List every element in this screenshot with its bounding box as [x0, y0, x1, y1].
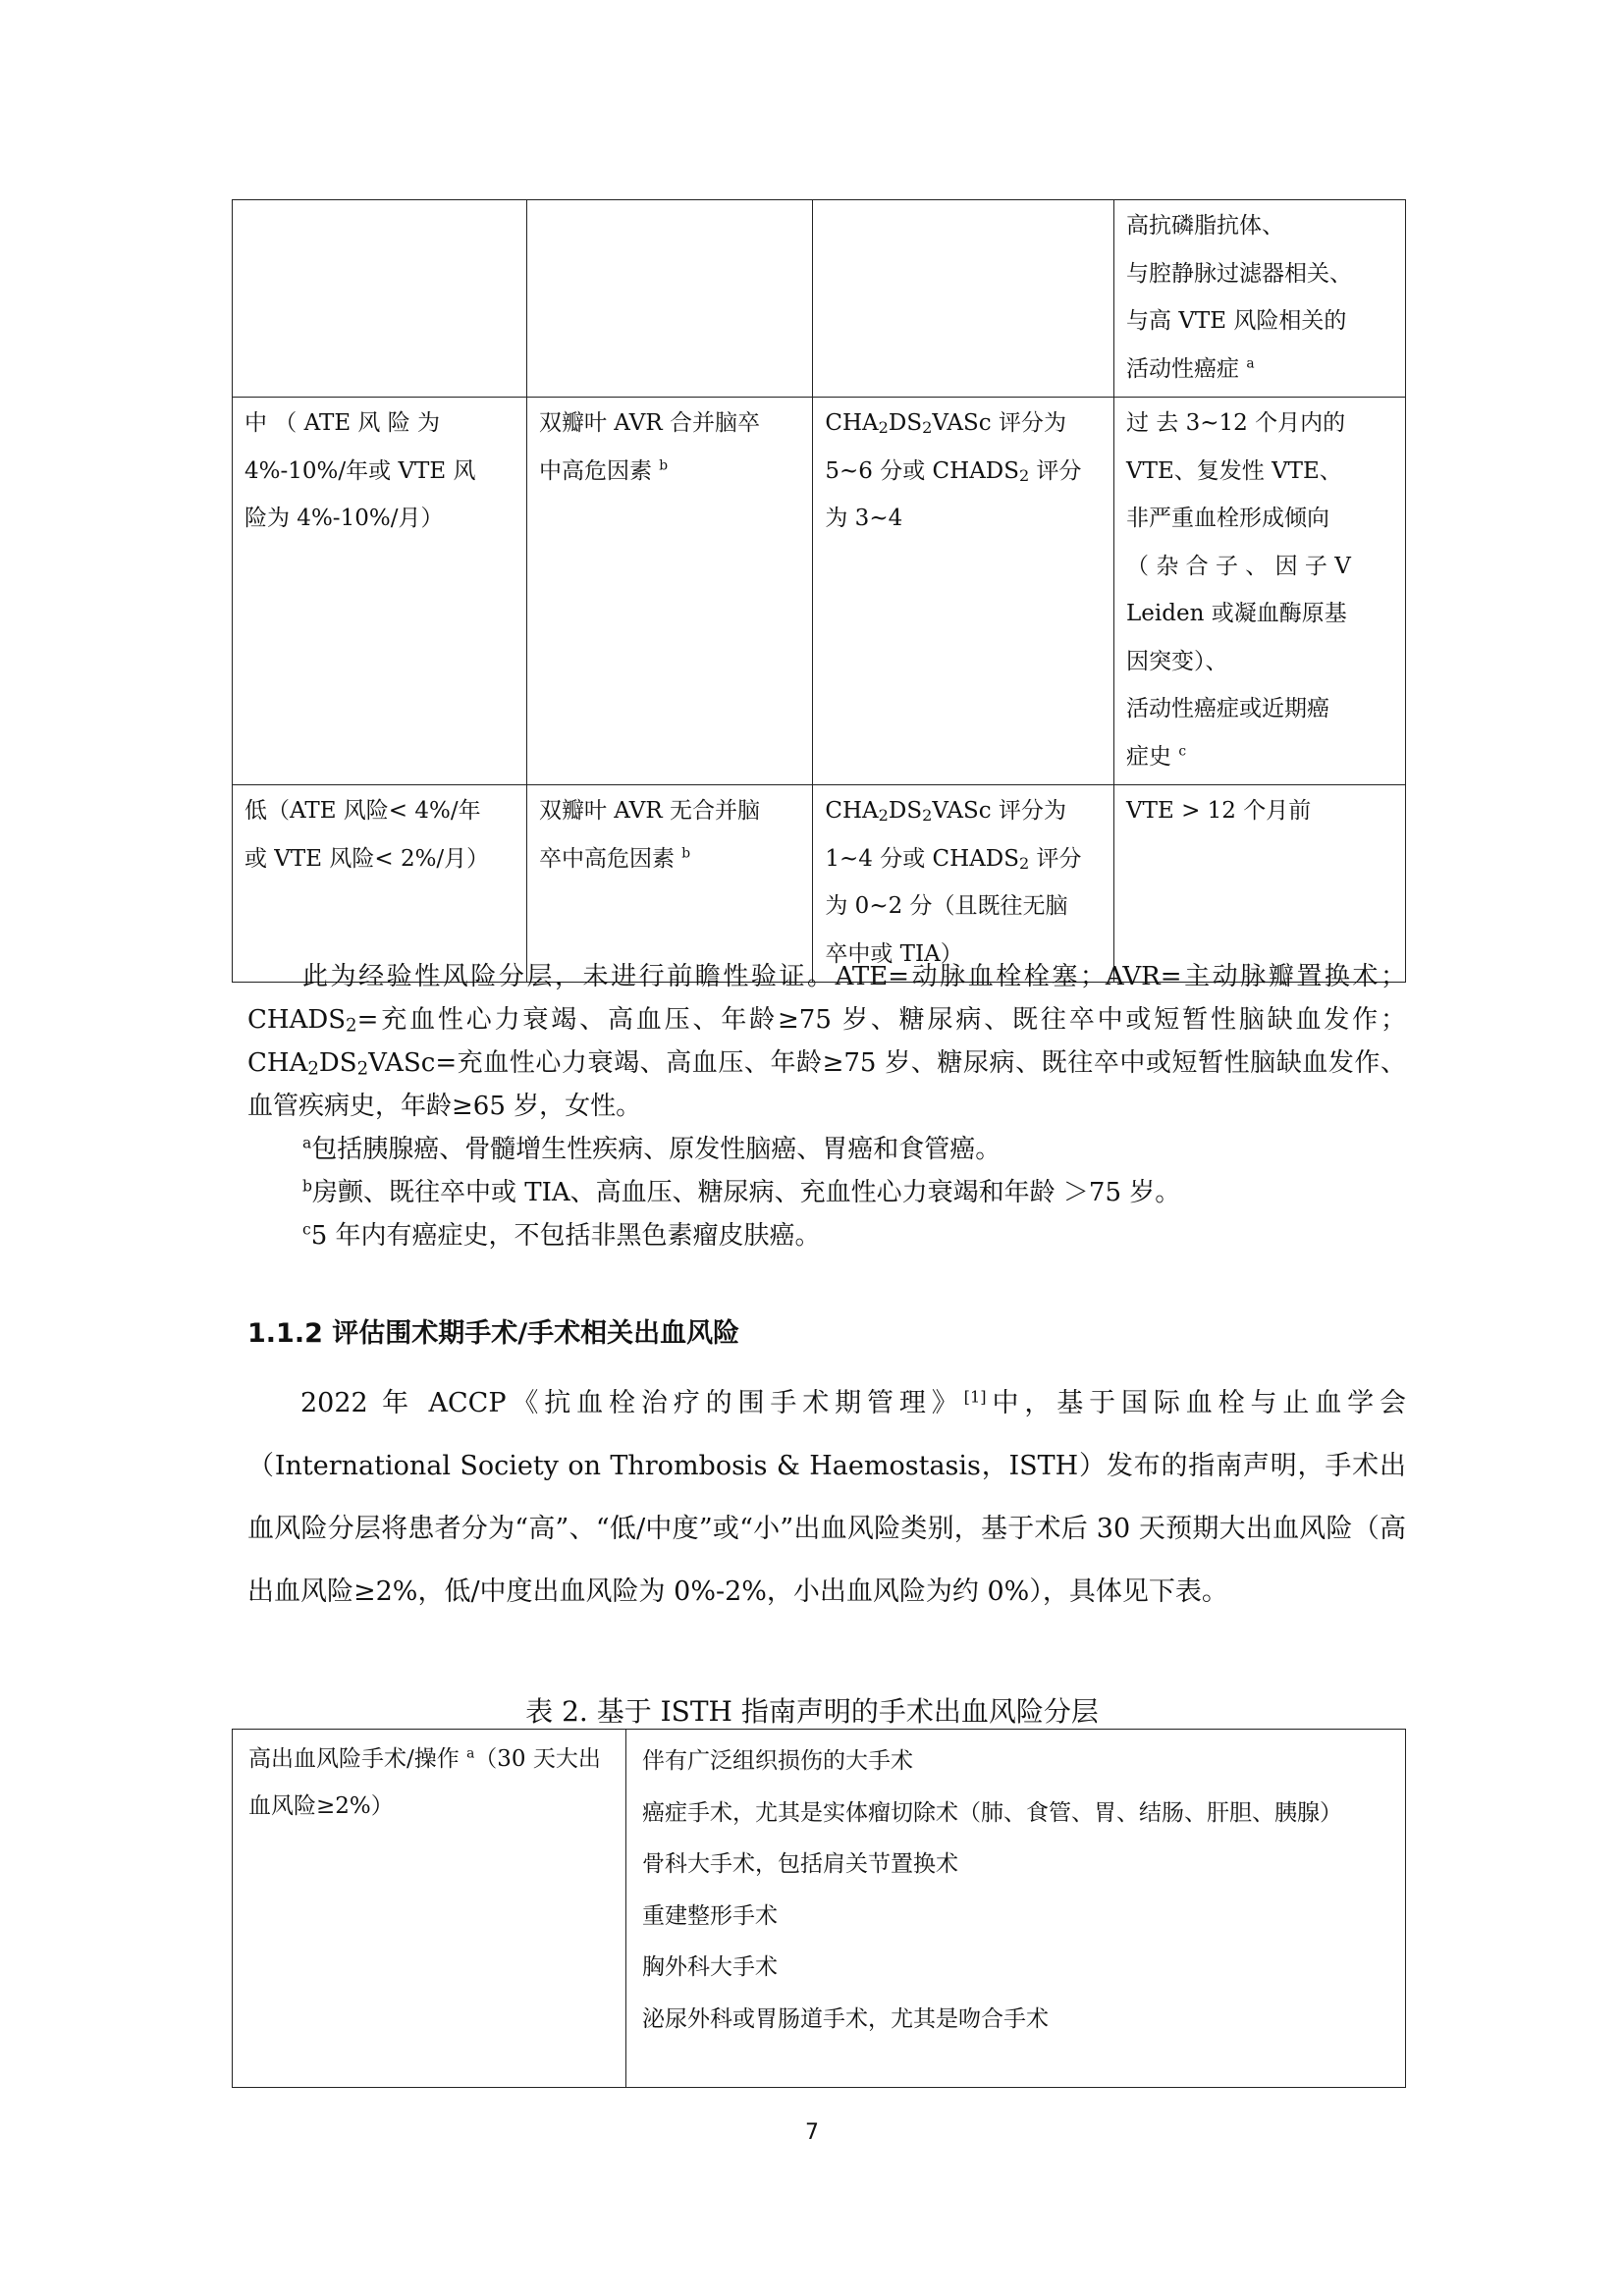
cell-line: 双瓣叶 AVR 无合并脑 — [538, 798, 760, 824]
list-item: 伴有广泛组织损伤的大手术 — [642, 1748, 913, 1774]
footnote-marker: b — [681, 845, 691, 862]
cell-line: 高抗磷脂抗体、 — [1126, 213, 1285, 239]
cell-line: $CHA_2DS_2VASc$ 评分为 — [825, 410, 1066, 438]
table-cell — [1114, 785, 1406, 983]
table-cell — [526, 785, 812, 983]
cell-line: 为 3~4 — [825, 506, 903, 531]
cell-line: 中高危因素 $^b$ — [538, 457, 669, 484]
table-cell — [813, 785, 1114, 983]
table-cell — [813, 398, 1114, 785]
table-cell: 高出血风险手术/操作 $^a$（30 天大出血风险≥2%） — [233, 1730, 626, 2088]
risk-stratification-table — [232, 199, 1406, 983]
cell-line: 5~6 分或 $CHADS_2$ 评分 — [825, 457, 1082, 485]
table-cell — [526, 398, 812, 785]
table-cell — [1114, 398, 1406, 785]
cell-line: 症史 $^c$ — [1126, 743, 1187, 770]
cell-line: 4%-10%/年或 VTE 风 — [244, 457, 476, 484]
footnote-b: $^b$房颤、既往卒中或 TIA、高血压、糖尿病、充血性心力衰竭和年龄 ＞75 岁。 — [302, 1177, 1181, 1207]
table-caption: 表 2. 基于 ISTH 指南声明的手术出血风险分层 — [525, 1695, 1099, 1728]
cell-line: 过 去 3~12 个月内的 — [1126, 410, 1346, 436]
cell-line: VTE、复发性 VTE、 — [1126, 457, 1342, 484]
footnote-marker: a — [1246, 355, 1255, 372]
table-cell — [626, 1730, 1406, 2088]
table-cell — [813, 200, 1114, 398]
cell-line: 活动性癌症 $^a$ — [1126, 355, 1255, 382]
cell-line: 为 0~2 分（且既往无脑 — [825, 893, 1068, 919]
section-heading: 1.1.2 评估围术期手术/手术相关出血风险 — [247, 1318, 740, 1349]
cell-line: $CHA_2DS_2VASc$ 评分为 — [825, 798, 1066, 826]
table-row — [233, 200, 1406, 398]
footnote-marker: a — [466, 1745, 475, 1762]
table-notes — [247, 955, 1406, 1257]
cell-line: Leiden 或凝血酶原基 — [1126, 601, 1347, 626]
cell-line: 或 VTE 风险< 2%/月） — [244, 845, 490, 872]
table-row — [233, 785, 1406, 983]
cell-line: 险为 4%-10%/月） — [244, 506, 444, 531]
footnote-marker: b — [659, 457, 669, 474]
cell-line: 低（ATE 风险< 4%/年 — [244, 798, 481, 824]
page-number: 7 — [805, 2120, 819, 2145]
table-row — [233, 1730, 1406, 2088]
cell-line: 非严重血栓形成倾向 — [1126, 506, 1330, 531]
cell-line: 1~4 分或 $CHADS_2$ 评分 — [825, 845, 1082, 873]
list-item: 骨科大手术，包括肩关节置换术 — [642, 1851, 958, 1877]
table-cell — [1114, 200, 1406, 398]
table-cell — [233, 398, 527, 785]
cell-line: 卒中或 TIA） — [825, 940, 963, 967]
footnote-c: $^c$5 年内有癌症史，不包括非黑色素瘤皮肤癌。 — [302, 1220, 821, 1251]
body-paragraph: 2022 年 ACCP《抗血栓治疗的围手术期管理》[1]中，基于国际血栓与止血学会（International Society on Thrombosis & Haemostasis，ISTH）发布的指南声明，手术出血风险分层将患者分为“高”、“低/中度”或“小”出血风险类别，基于术后 30 天预期大出血风险（高出血风险≥2%，低/中度出血风险为 0%-2%，小出血风险为约 0%），具体见下表。 — [247, 1387, 1406, 1607]
list-item: 胸外科大手术 — [642, 1954, 778, 1980]
reference-marker[interactable]: [1] — [963, 1387, 987, 1407]
cell-line: 活动性癌症或近期癌 — [1126, 696, 1330, 721]
footnote-a: $^a$包括胰腺癌、骨髓增生性疾病、原发性脑癌、胃癌和食管癌。 — [302, 1134, 1001, 1164]
table-cell — [526, 200, 812, 398]
bleeding-risk-table — [232, 1729, 1406, 2088]
cell-line: 中 （ ATE 风 险 为 — [244, 410, 441, 436]
table-row — [233, 398, 1406, 785]
cell-line: （ 杂 合 子 、 因 子 V — [1126, 553, 1351, 579]
list-item: 重建整形手术 — [642, 1902, 778, 1929]
cell-line: 与腔静脉过滤器相关、 — [1126, 260, 1353, 287]
list-item: 泌尿外科或胃肠道手术，尤其是吻合手术 — [642, 2005, 1049, 2032]
cell-line: 双瓣叶 AVR 合并脑卒 — [538, 410, 760, 436]
table-cell — [233, 785, 527, 983]
cell-line: 因突变）、 — [1126, 648, 1228, 674]
cell-line: VTE > 12 个月前 — [1126, 798, 1312, 824]
abbreviation-note: 此为经验性风险分层，未进行前瞻性验证。ATE=动脉血栓栓塞；AVR=主动脉瓣置换术；$CHADS_2=$充血性心力衰竭、高血压、年龄≥75 岁、糖尿病、既往卒中或短暂性脑缺血发作；$CHA_2DS_2VASc=$充血性心力衰竭、高血压、年龄≥75 岁、糖尿病、既往卒中或短暂性脑缺血发作、血管疾病史，年龄≥65 岁，女性。 — [247, 962, 1406, 1121]
list-item: 癌症手术，尤其是实体瘤切除术（肺、食管、胃、结肠、肝胆、胰腺） — [642, 1799, 1342, 1826]
cell-line: 卒中高危因素 $^b$ — [538, 845, 691, 872]
footnote-marker: c — [1178, 743, 1187, 760]
cell-line: 与高 VTE 风险相关的 — [1126, 308, 1347, 334]
table-cell — [233, 200, 527, 398]
